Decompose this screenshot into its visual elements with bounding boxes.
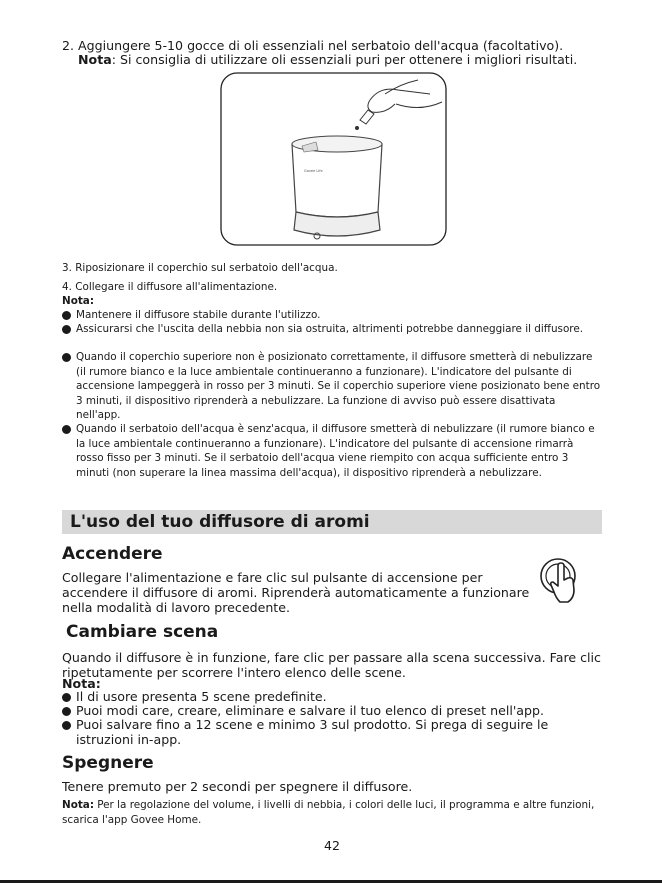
- note-label: Nota:: [62, 799, 94, 811]
- spegnere-text: Tenere premuto per 2 secondi per spegnere il diffusore.: [62, 779, 413, 794]
- accendere-text: Collegare l'alimentazione e fare clic sul pulsante di accensione per accendere il diffusore di aromi. Riprenderà automaticamente a funzionare nella modalità di lavoro precedente.: [62, 570, 530, 615]
- note-heading: Nota:: [62, 295, 94, 307]
- note-item: Quando il serbatoio dell'acqua è senz'acqua, il diffusore smetterà di nebulizzare (il rumore bianco e la luce ambientale continueranno a funzionare). L'indicatore del pulsante di accensione rimarrà rosso fisso per 3 minuti. Se il serbatoio dell'acqua viene riempito con acqua sufficiente entro 3 minuti (non superare la linea massima dell'acqua), il dispositivo riprenderà a nebulizzare.: [62, 422, 602, 480]
- list-item: Puoi modi care, creare, eliminare e salvare il tuo elenco di preset nell'app.: [62, 703, 602, 718]
- tap-power-button-icon: [538, 556, 588, 606]
- accendere-title: Accendere: [62, 544, 163, 564]
- spegnere-title: Spegnere: [62, 753, 154, 773]
- note-item: Assicurarsi che l'uscita della nebbia non sia ostruita, altrimenti potrebbe danneggiare il diffusore.: [62, 322, 602, 337]
- step-2-text: 2. Aggiungere 5-10 gocce di oli essenziali nel serbatoio dell'acqua (facoltativo).: [62, 38, 564, 53]
- cambiare-note-heading: Nota:: [62, 676, 101, 691]
- brand-mark: Govee Life: [304, 169, 323, 173]
- cambiare-text: Quando il diffusore è in funzione, fare clic per passare alla scena successiva. Fare clic ripetutamente per scorrere l'intero elenco delle scene.: [62, 650, 601, 680]
- section-banner: [62, 510, 602, 534]
- list-item: Puoi salvare fino a 12 scene e minimo 3 sul prodotto. Si prega di seguire le istruzioni in-app.: [62, 717, 562, 747]
- step-2-note: [78, 52, 638, 67]
- page-number: 42: [324, 838, 341, 853]
- humidifier-dropper-illustration: [220, 72, 447, 246]
- cambiare-title: Cambiare scena: [66, 622, 219, 642]
- note-text: Per la regolazione del volume, i livelli di nebbia, i colori delle luci, il programma e altre funzioni, scarica l'app Govee Home.: [62, 799, 595, 826]
- list-item: Il di usore presenta 5 scene predefinite.: [62, 689, 602, 704]
- note-label: Nota: [78, 52, 112, 67]
- note-item: Mantenere il diffusore stabile durante l'utilizzo.: [62, 308, 602, 323]
- note-item: Quando il coperchio superiore non è posizionato correttamente, il diffusore smetterà di nebulizzare (il rumore bianco e la luce ambientale continueranno a funzionare). L'indicatore del pulsante di accensione lampeggerà in rosso per 3 minuti. Se il coperchio superiore viene posizionato bene entro 3 minuti, il dispositivo riprenderà a nebulizzare. La funzione di avviso può essere disattivata nell'app.: [62, 350, 602, 423]
- note-text: : Si consiglia di utilizzare oli essenziali puri per ottenere i migliori risultati.: [111, 52, 578, 67]
- section-title: L'uso del tuo diffusore di aromi: [70, 512, 370, 532]
- step-4-text: 4. Collegare il diffusore all'alimentazione.: [62, 281, 278, 293]
- spegnere-note: [62, 798, 602, 827]
- step-3-text: 3. Riposizionare il coperchio sul serbatoio dell'acqua.: [62, 262, 338, 274]
